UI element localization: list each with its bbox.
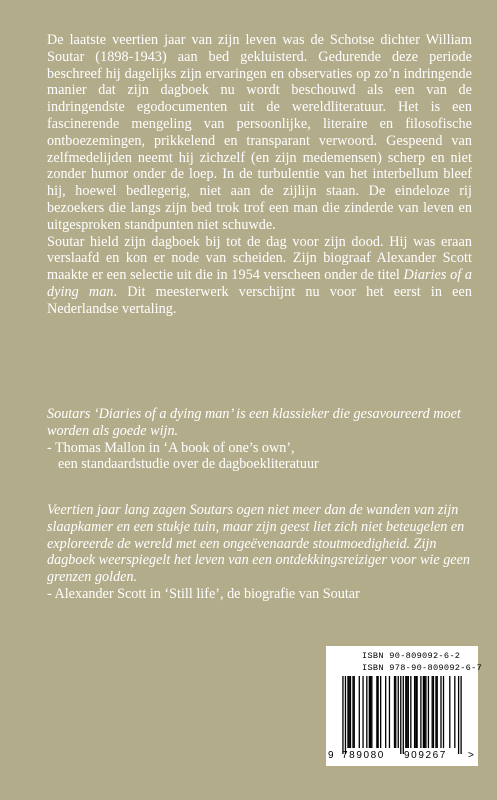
barcode-guard-bar: [345, 676, 346, 754]
barcode-digit-first: 9: [328, 750, 334, 761]
quote-attribution-detail: een standaardstudie over de dagboekliteratuur: [58, 456, 319, 473]
barcode-bar: [376, 676, 377, 748]
barcode-bar: [454, 676, 455, 748]
barcode-guard-bar: [400, 676, 401, 754]
barcode-bar: [369, 676, 370, 748]
barcode-bar: [410, 676, 411, 748]
barcode-bar: [443, 676, 444, 748]
barcode-bar: [352, 676, 353, 748]
barcode-bar: [354, 676, 355, 748]
book-title-italic: Diaries of a dying man: [47, 267, 472, 300]
quote-attribution: - Alexander Scott in ‘Still life’, de biografie van Soutar: [47, 585, 360, 602]
barcode-bar: [416, 676, 417, 748]
barcode-graphic: [336, 676, 468, 754]
barcode-bar: [385, 676, 386, 748]
barcode-guard-bar: [458, 676, 459, 754]
quote-text: Soutars ‘Diaries of a dying man’ is een klassieker die gesavoureerd moet worden als goede wijn.: [47, 406, 461, 439]
barcode-guard-bar: [403, 676, 404, 754]
barcode-bar: [408, 676, 409, 748]
barcode-guard-bar: [342, 676, 343, 754]
barcode-digits-left: 789080: [342, 750, 385, 761]
barcode-bar: [415, 676, 416, 748]
barcode-bar: [406, 676, 407, 748]
barcode-bar: [428, 676, 429, 748]
barcode-bar: [394, 676, 395, 748]
barcode-bar: [370, 676, 371, 748]
barcode-quiet-zone-arrow: >: [468, 750, 474, 761]
barcode-bar: [440, 676, 441, 748]
review-quote-mallon: [47, 406, 477, 473]
isbn-10-text: ISBN 90-809092-6-2: [362, 651, 461, 661]
blurb-paragraph-2: [47, 234, 472, 318]
blurb-paragraph-2-start: Soutar hield zijn dagboek bij tot de dag voor zijn dood. Hij was eraan verslaafd en kon er node van scheiden. Zijn biograaf Alexander Scott maakte er een selectie uit die in 1954 verscheen onder de titel: [47, 233, 472, 284]
barcode-bar: [424, 676, 425, 748]
barcode-bar: [380, 676, 381, 748]
barcode-bar: [347, 676, 348, 748]
quote-text: Veertien jaar lang zagen Soutars ogen niet meer dan de wanden van zijn slaapkamer en een stukje tuin, maar zijn geest liet zich niet beteugelen en exploreerde de wereld met een ongeëvenaarde stoutmoedigheid. Zijn dagboek weerspiegelt het leven van een ontdekkingsreiziger voor wie geen grenzen golden.: [47, 502, 470, 586]
barcode-bar: [420, 676, 421, 748]
quote-attribution: - Thomas Mallon in ‘A book of one’s own’,: [47, 439, 295, 456]
barcode-bar: [423, 676, 424, 748]
blurb-paragraph-1: De laatste veertien jaar van zijn leven was de Schotse dichter William Soutar (1898-1943) aan bed gekluisterd. Gedurende deze periode beschreef hij dagelijks zijn ervaringen en observaties op zo’n indringende manier dat zijn dagboek nu wordt beschouwd als een van de indringendste egodocumenten uit de wereldliteratuur. Het is een fascinerende mengeling van persoonlijke, literaire en filosofische ontboezemingen, prikkelend en transparant verwoord. Gespeend van zelfmedelijden neemt hij zichzelf (en zijn medemensen) scherp en niet zonder humor onder de loep. In de turbulentie van het interbellum bleef hij, hoewel bedlegerig, niet aan de zijlijn staan. De eindeloze rij bezoekers die langs zijn bed trok trof een man die zinderde van leven en uitgesproken standpunten niet schuwde.: [47, 32, 472, 233]
barcode-bar: [414, 676, 415, 748]
review-quote-scott: [47, 502, 477, 603]
barcode-bar: [437, 676, 438, 748]
barcode-digits: [326, 750, 478, 764]
barcode-bars: [336, 676, 468, 754]
barcode-bar: [435, 676, 436, 748]
barcode-bar: [359, 676, 360, 748]
barcode-bar: [366, 676, 367, 748]
barcode-bar: [377, 676, 378, 748]
barcode-bar: [425, 676, 426, 748]
barcode-bar: [395, 676, 396, 748]
isbn-barcode-label: [326, 646, 483, 766]
barcode-bar: [350, 676, 351, 748]
barcode-bar: [389, 676, 390, 748]
barcode-digits-right: 909267: [404, 750, 447, 761]
isbn-13-text: ISBN 978-90-809092-6-7: [362, 663, 483, 673]
barcode-bar: [398, 676, 399, 748]
blurb-text: [47, 32, 472, 318]
barcode-guard-bar: [460, 676, 461, 754]
barcode-bar: [362, 676, 363, 748]
barcode-bar: [433, 676, 434, 748]
blurb-paragraph-2-end: . Dit meesterwerk verschijnt nu voor het eerst in een Nederlandse vertaling.: [47, 283, 473, 317]
barcode-bar: [405, 676, 406, 748]
barcode-bar: [371, 676, 372, 748]
barcode-bar: [432, 676, 433, 748]
barcode-bar: [449, 676, 450, 748]
barcode-bar: [349, 676, 350, 748]
